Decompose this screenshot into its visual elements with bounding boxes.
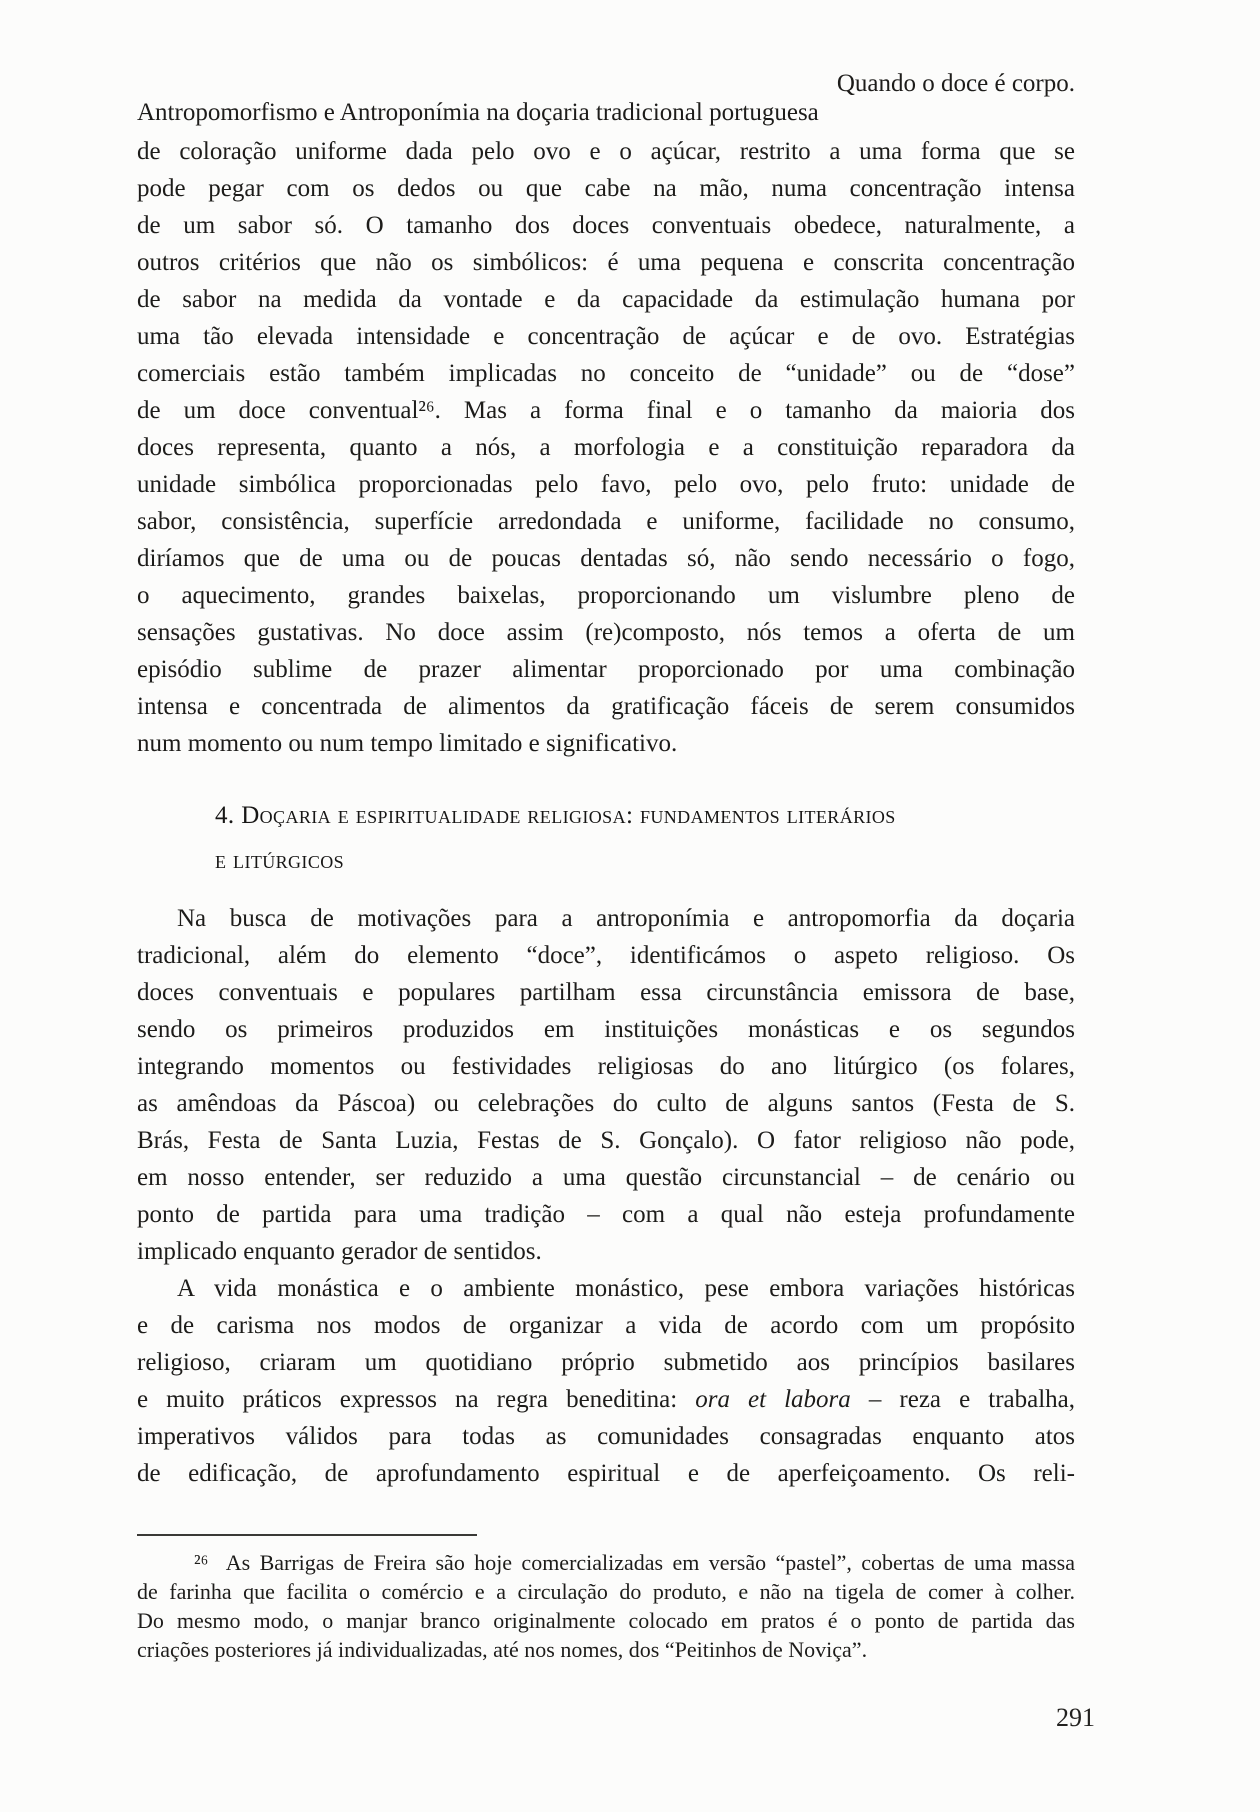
text-line: num momento ou num tempo limitado e significativo. xyxy=(137,730,678,757)
paragraph-continuation xyxy=(137,133,1075,762)
text-line: tradicional, além do elemento “doce”, identificámos o aspeto religioso. Os xyxy=(137,942,1075,969)
footnote-separator-rule xyxy=(137,1534,477,1536)
text-line: pode pegar com os dedos ou que cabe na mão, numa concentração intensa xyxy=(137,175,1075,202)
section-heading xyxy=(137,793,1075,883)
text-line: de farinha que facilita o comércio e a circulação do produto, e não na tigela de comer à colher. xyxy=(137,1579,1075,1604)
text-line: ponto de partida para uma tradição – com a qual não esteja profundamente xyxy=(137,1201,1075,1228)
text-line: sabor, consistência, superfície arredondada e uniforme, facilidade no consumo, xyxy=(137,508,1075,535)
text-line: de edificação, de aprofundamento espiritual e de aperfeiçoamento. Os reli- xyxy=(137,1460,1075,1487)
text-line: de coloração uniforme dada pelo ovo e o açúcar, restrito a uma forma que se xyxy=(137,138,1075,165)
running-header xyxy=(137,69,1075,127)
text-line: outros critérios que não os simbólicos: é uma pequena e conscrita concentração xyxy=(137,249,1075,276)
paragraph xyxy=(137,900,1075,1270)
text-line: de um doce conventual²⁶. Mas a forma final e o tamanho da maioria dos xyxy=(137,397,1075,424)
text-line: doces representa, quanto a nós, a morfologia e a constituição reparadora da xyxy=(137,434,1075,461)
text-line: religioso, criaram um quotidiano próprio submetido aos princípios basilares xyxy=(137,1349,1075,1376)
text-line: de sabor na medida da vontade e da capacidade da estimulação humana por xyxy=(137,286,1075,313)
text-line: e muito práticos expressos na regra beneditina: ora et labora – reza e trabalha, xyxy=(137,1386,1076,1413)
text-line: criações posteriores já individualizadas, até nos nomes, dos “Peitinhos de Noviça”. xyxy=(137,1637,868,1662)
text-line: e litúrgicos xyxy=(215,847,345,874)
text-line: o aquecimento, grandes baixelas, proporcionando um vislumbre pleno de xyxy=(137,582,1075,609)
text-line: intensa e concentrada de alimentos da gratificação fáceis de serem consumidos xyxy=(137,693,1075,720)
text-line: Brás, Festa de Santa Luzia, Festas de S. Gonçalo). O fator religioso não pode, xyxy=(137,1127,1075,1154)
text-line: comerciais estão também implicadas no conceito de “unidade” ou de “dose” xyxy=(137,360,1075,387)
text-line: implicado enquanto gerador de sentidos. xyxy=(137,1238,542,1265)
footnote-area xyxy=(137,1534,1075,1664)
text-line: imperativos válidos para todas as comunidades consagradas enquanto atos xyxy=(137,1423,1075,1450)
text-line: e de carisma nos modos de organizar a vida de acordo com um propósito xyxy=(137,1312,1075,1339)
text-line: Do mesmo modo, o manjar branco originalmente colocado em pratos é o ponto de partida das xyxy=(137,1608,1075,1633)
text-line: Na busca de motivações para a antroponímia e antropomorfia da doçaria xyxy=(177,905,1075,932)
paragraph xyxy=(137,1270,1075,1492)
page-number: 291 xyxy=(1056,1703,1095,1732)
text-line: unidade simbólica proporcionadas pelo favo, pelo ovo, pelo fruto: unidade de xyxy=(137,471,1075,498)
text-line: Quando o doce é corpo. xyxy=(836,70,1075,97)
text-line: 4. Doçaria e espiritualidade religiosa: fundamentos literários xyxy=(215,802,896,829)
text-line: A vida monástica e o ambiente monástico, pese embora variações históricas xyxy=(177,1275,1075,1302)
text-line: sensações gustativas. No doce assim (re)composto, nós temos a oferta de um xyxy=(137,619,1075,646)
text-line: diríamos que de uma ou de poucas dentadas só, não sendo necessário o fogo, xyxy=(137,545,1075,572)
text-line: Antropomorfismo e Antroponímia na doçaria tradicional portuguesa xyxy=(137,99,819,126)
main-text-block xyxy=(137,133,1075,1492)
text-line: integrando momentos ou festividades religiosas do ano litúrgico (os folares, xyxy=(137,1053,1075,1080)
text-line: episódio sublime de prazer alimentar proporcionado por uma combinação xyxy=(137,656,1075,683)
text-line: em nosso entender, ser reduzido a uma questão circunstancial – de cenário ou xyxy=(137,1164,1075,1191)
text-line: doces conventuais e populares partilham essa circunstância emissora de base, xyxy=(137,979,1075,1006)
text-line: sendo os primeiros produzidos em instituições monásticas e os segundos xyxy=(137,1016,1075,1043)
text-line: de um sabor só. O tamanho dos doces conventuais obedece, naturalmente, a xyxy=(137,212,1075,239)
text-line: as amêndoas da Páscoa) ou celebrações do culto de alguns santos (Festa de S. xyxy=(137,1090,1075,1117)
text-line: ²⁶ As Barrigas de Freira são hoje comercializadas em versão “pastel”, cobertas de uma massa xyxy=(194,1550,1075,1575)
text-line: uma tão elevada intensidade e concentração de açúcar e de ovo. Estratégias xyxy=(137,323,1075,350)
footnote xyxy=(137,1548,1075,1664)
